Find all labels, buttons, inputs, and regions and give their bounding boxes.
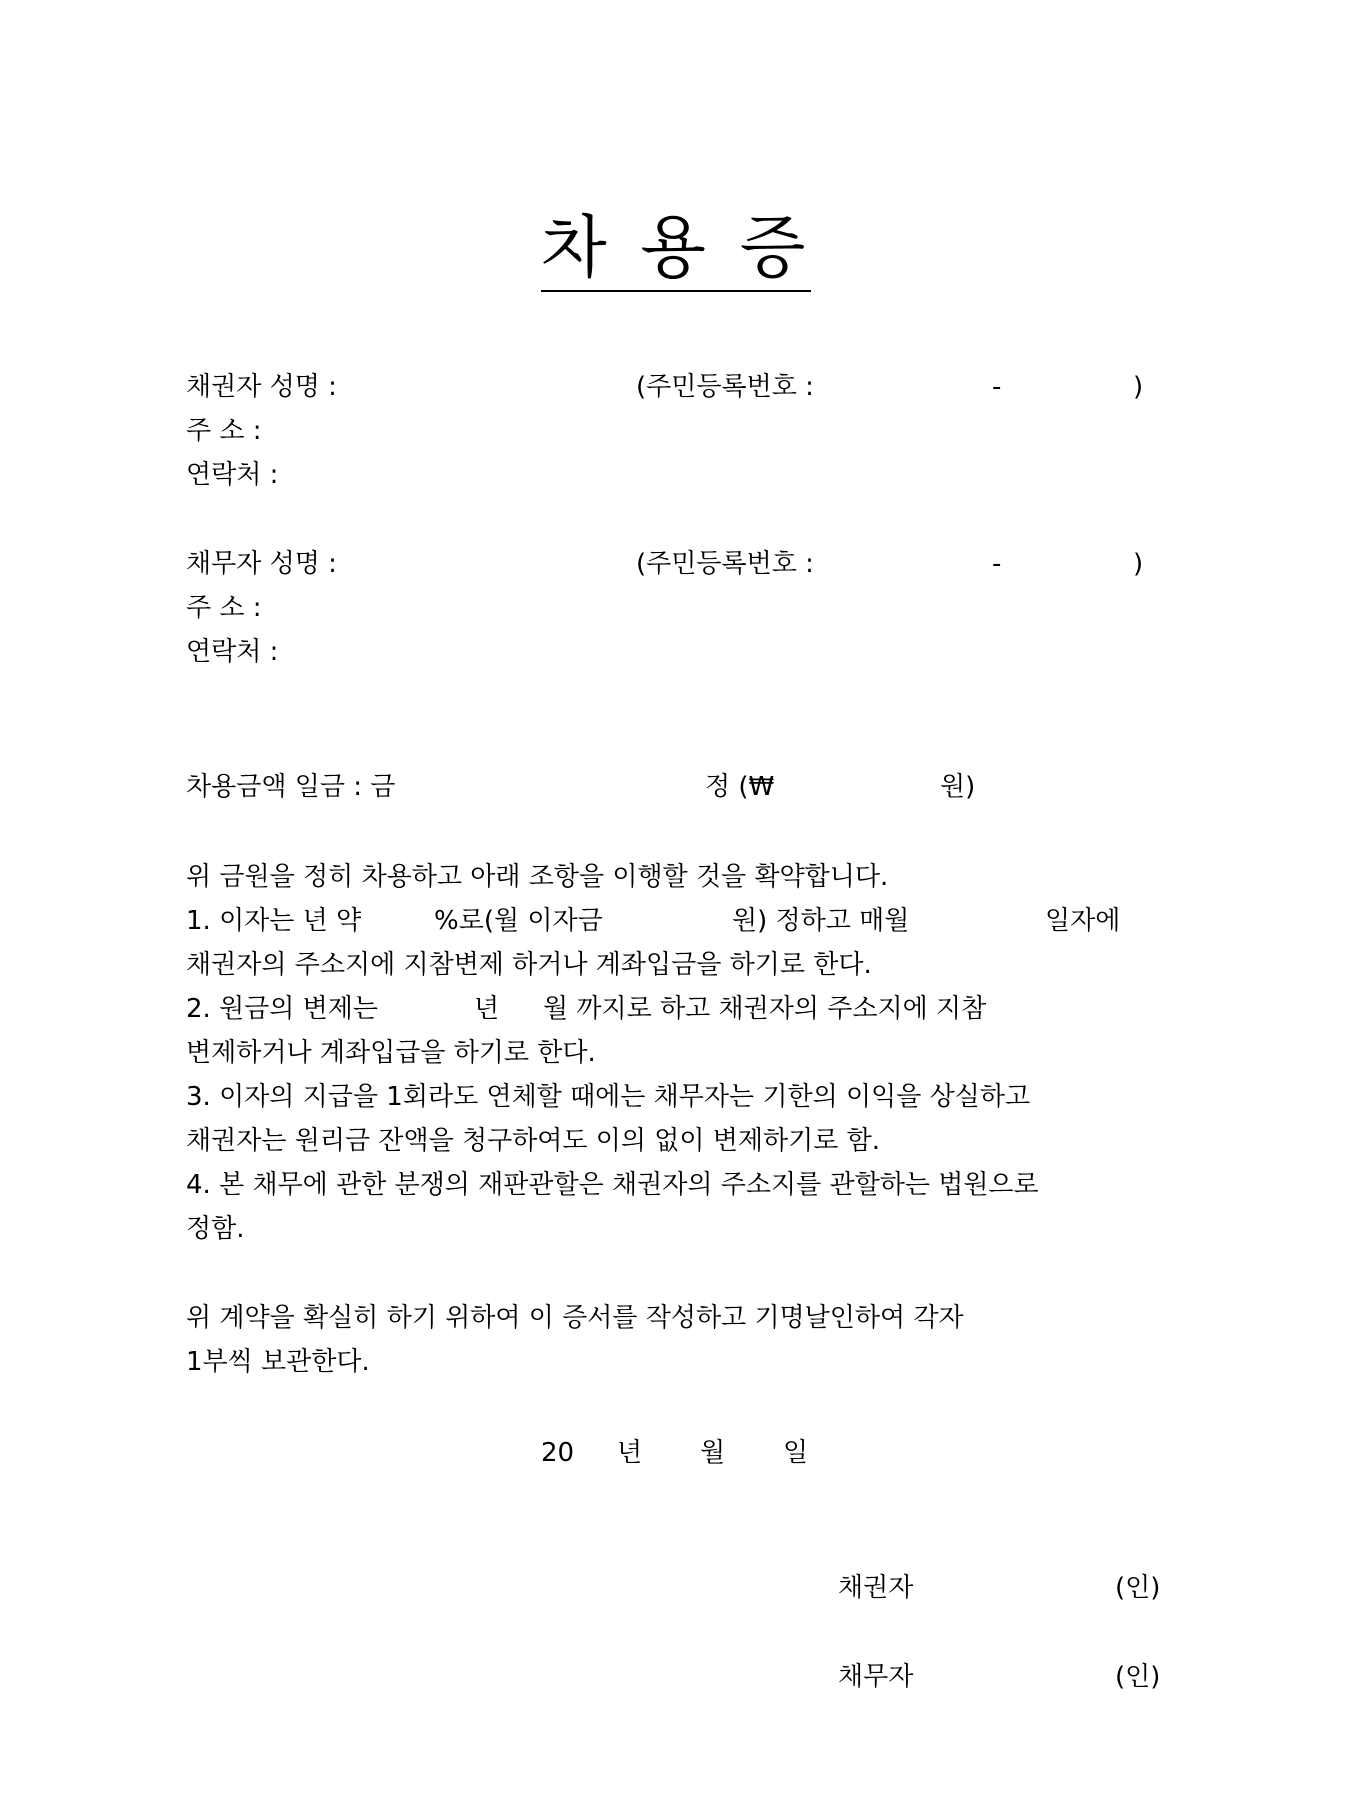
clause-1-line-2: 채권자의 주소지에 지참변제 하거나 계좌입금을 하기로 한다. <box>186 950 872 980</box>
clause-1-part-d: 일자에 <box>1045 906 1121 936</box>
clause-1-part-a: 1. 이자는 년 약 <box>186 906 362 936</box>
clause-2-part-a: 2. 원금의 변제는 <box>186 994 379 1024</box>
signature-creditor-label: 채권자 <box>838 1573 914 1603</box>
amount-label: 차용금액 일금 : 금 <box>186 772 396 802</box>
date-day: 일 <box>783 1438 809 1468</box>
creditor-id-close: ) <box>1133 372 1144 402</box>
creditor-contact-label: 연락처 : <box>186 460 279 490</box>
clause-1-part-b: %로(월 이자금 <box>434 906 603 936</box>
amount-won: 원) <box>940 772 976 802</box>
creditor-address-label: 주 소 : <box>186 416 262 446</box>
debtor-address-label: 주 소 : <box>186 593 262 623</box>
document-title: 차 용 증 <box>541 209 812 288</box>
clause-4-line-2: 정함. <box>186 1214 245 1244</box>
date-year: 년 <box>617 1438 643 1468</box>
creditor-id-dash: - <box>992 372 1002 402</box>
clause-3-line-1: 3. 이자의 지급을 1회라도 연체할 때에는 채무자는 기한의 이익을 상실하고 <box>186 1082 1031 1112</box>
clause-3-line-2: 채권자는 원리금 잔액을 청구하여도 이의 없이 변제하기로 함. <box>186 1126 881 1156</box>
debtor-id-close: ) <box>1133 549 1144 579</box>
debtor-id-dash: - <box>992 549 1002 579</box>
clause-1-part-c: 원) 정하고 매월 <box>732 906 910 936</box>
amount-jeong: 정 (₩ <box>705 772 775 802</box>
closing-line-2: 1부씩 보관한다. <box>186 1347 370 1377</box>
clause-intro: 위 금원을 정히 차용하고 아래 조항을 이행할 것을 확약합니다. <box>186 862 889 892</box>
signature-creditor-seal: (인) <box>1115 1573 1161 1603</box>
debtor-id-label: (주민등록번호 : <box>636 549 814 579</box>
clause-2-part-b: 년 <box>474 994 500 1024</box>
debtor-contact-label: 연락처 : <box>186 637 279 667</box>
title-underline <box>541 290 811 292</box>
creditor-id-label: (주민등록번호 : <box>636 372 814 402</box>
signature-debtor-label: 채무자 <box>838 1662 914 1692</box>
date-year-prefix: 20 <box>541 1438 575 1468</box>
clause-4-line-1: 4. 본 채무에 관한 분쟁의 재판관할은 채권자의 주소지를 관할하는 법원으로 <box>186 1170 1039 1200</box>
creditor-name-label: 채권자 성명 : <box>186 372 337 402</box>
debtor-name-label: 채무자 성명 : <box>186 549 337 579</box>
clause-2-part-c: 월 까지로 하고 채권자의 주소지에 지참 <box>543 994 987 1024</box>
signature-debtor-seal: (인) <box>1115 1662 1161 1692</box>
closing-line-1: 위 계약을 확실히 하기 위하여 이 증서를 작성하고 기명날인하여 각자 <box>186 1303 964 1333</box>
clause-2-line-2: 변제하거나 계좌입급을 하기로 한다. <box>186 1038 596 1068</box>
date-month: 월 <box>700 1438 726 1468</box>
